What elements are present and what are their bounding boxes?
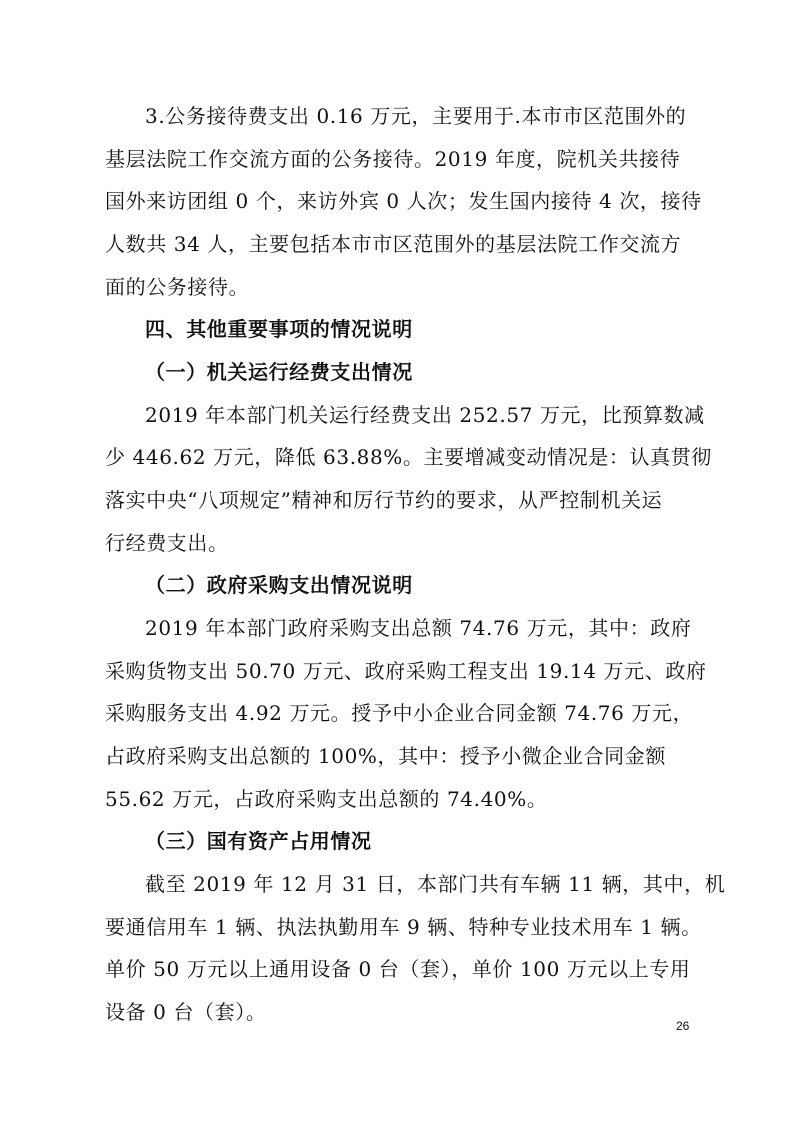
text-line: 2019 年本部门机关运行经费支出 252.57 万元，比预算数减 xyxy=(145,403,705,427)
text-line: 落实中央“八项规定”精神和厉行节约的要求，从严控制机关运 xyxy=(105,488,663,512)
text-line: 55.62 万元，占政府采购支出总额的 74.40%。 xyxy=(105,787,548,811)
text-line: 占政府采购支出总额的 100%，其中：授予小微企业合同金额 xyxy=(105,744,666,768)
text-line: 采购服务支出 4.92 万元。授予中小企业合同金额 74.76 万元， xyxy=(105,701,694,725)
subsection-heading: （一）机关运行经费支出情况 xyxy=(145,360,413,384)
text-line: 设备 0 台（套）。 xyxy=(105,1000,267,1024)
text-line: 要通信用车 1 辆、执法执勤用车 9 辆、特种专业技术用车 1 辆。 xyxy=(105,915,702,939)
text-line: 少 446.62 万元，降低 63.88%。主要增减变动情况是：认真贯彻 xyxy=(105,445,712,469)
text-line: 行经费支出。 xyxy=(105,531,229,555)
subsection-heading: （二）政府采购支出情况说明 xyxy=(145,573,413,597)
section-heading: 四、其他重要事项的情况说明 xyxy=(145,317,413,341)
text-line: 2019 年本部门政府采购支出总额 74.76 万元，其中：政府 xyxy=(145,616,692,640)
text-line: 截至 2019 年 12 月 31 日，本部门共有车辆 11 辆，其中，机 xyxy=(145,872,726,896)
text-line: 基层法院工作交流方面的公务接待。2019 年度，院机关共接待 xyxy=(105,147,681,171)
text-line: 面的公务接待。 xyxy=(105,275,250,299)
text-line: 单价 50 万元以上通用设备 0 台（套），单价 100 万元以上专用 xyxy=(105,957,691,981)
text-line: 3.公务接待费支出 0.16 万元，主要用于.本市市区范围外的 xyxy=(145,104,687,128)
page-number: 26 xyxy=(676,1019,690,1033)
subsection-heading: （三）国有资产占用情况 xyxy=(145,829,372,853)
text-line: 采购货物支出 50.70 万元、政府采购工程支出 19.14 万元、政府 xyxy=(105,659,707,683)
text-line: 人数共 34 人，主要包括本市市区范围外的基层法院工作交流方 xyxy=(105,232,682,256)
text-line: 国外来访团组 0 个，来访外宾 0 人次；发生国内接待 4 次，接待 xyxy=(105,189,702,213)
